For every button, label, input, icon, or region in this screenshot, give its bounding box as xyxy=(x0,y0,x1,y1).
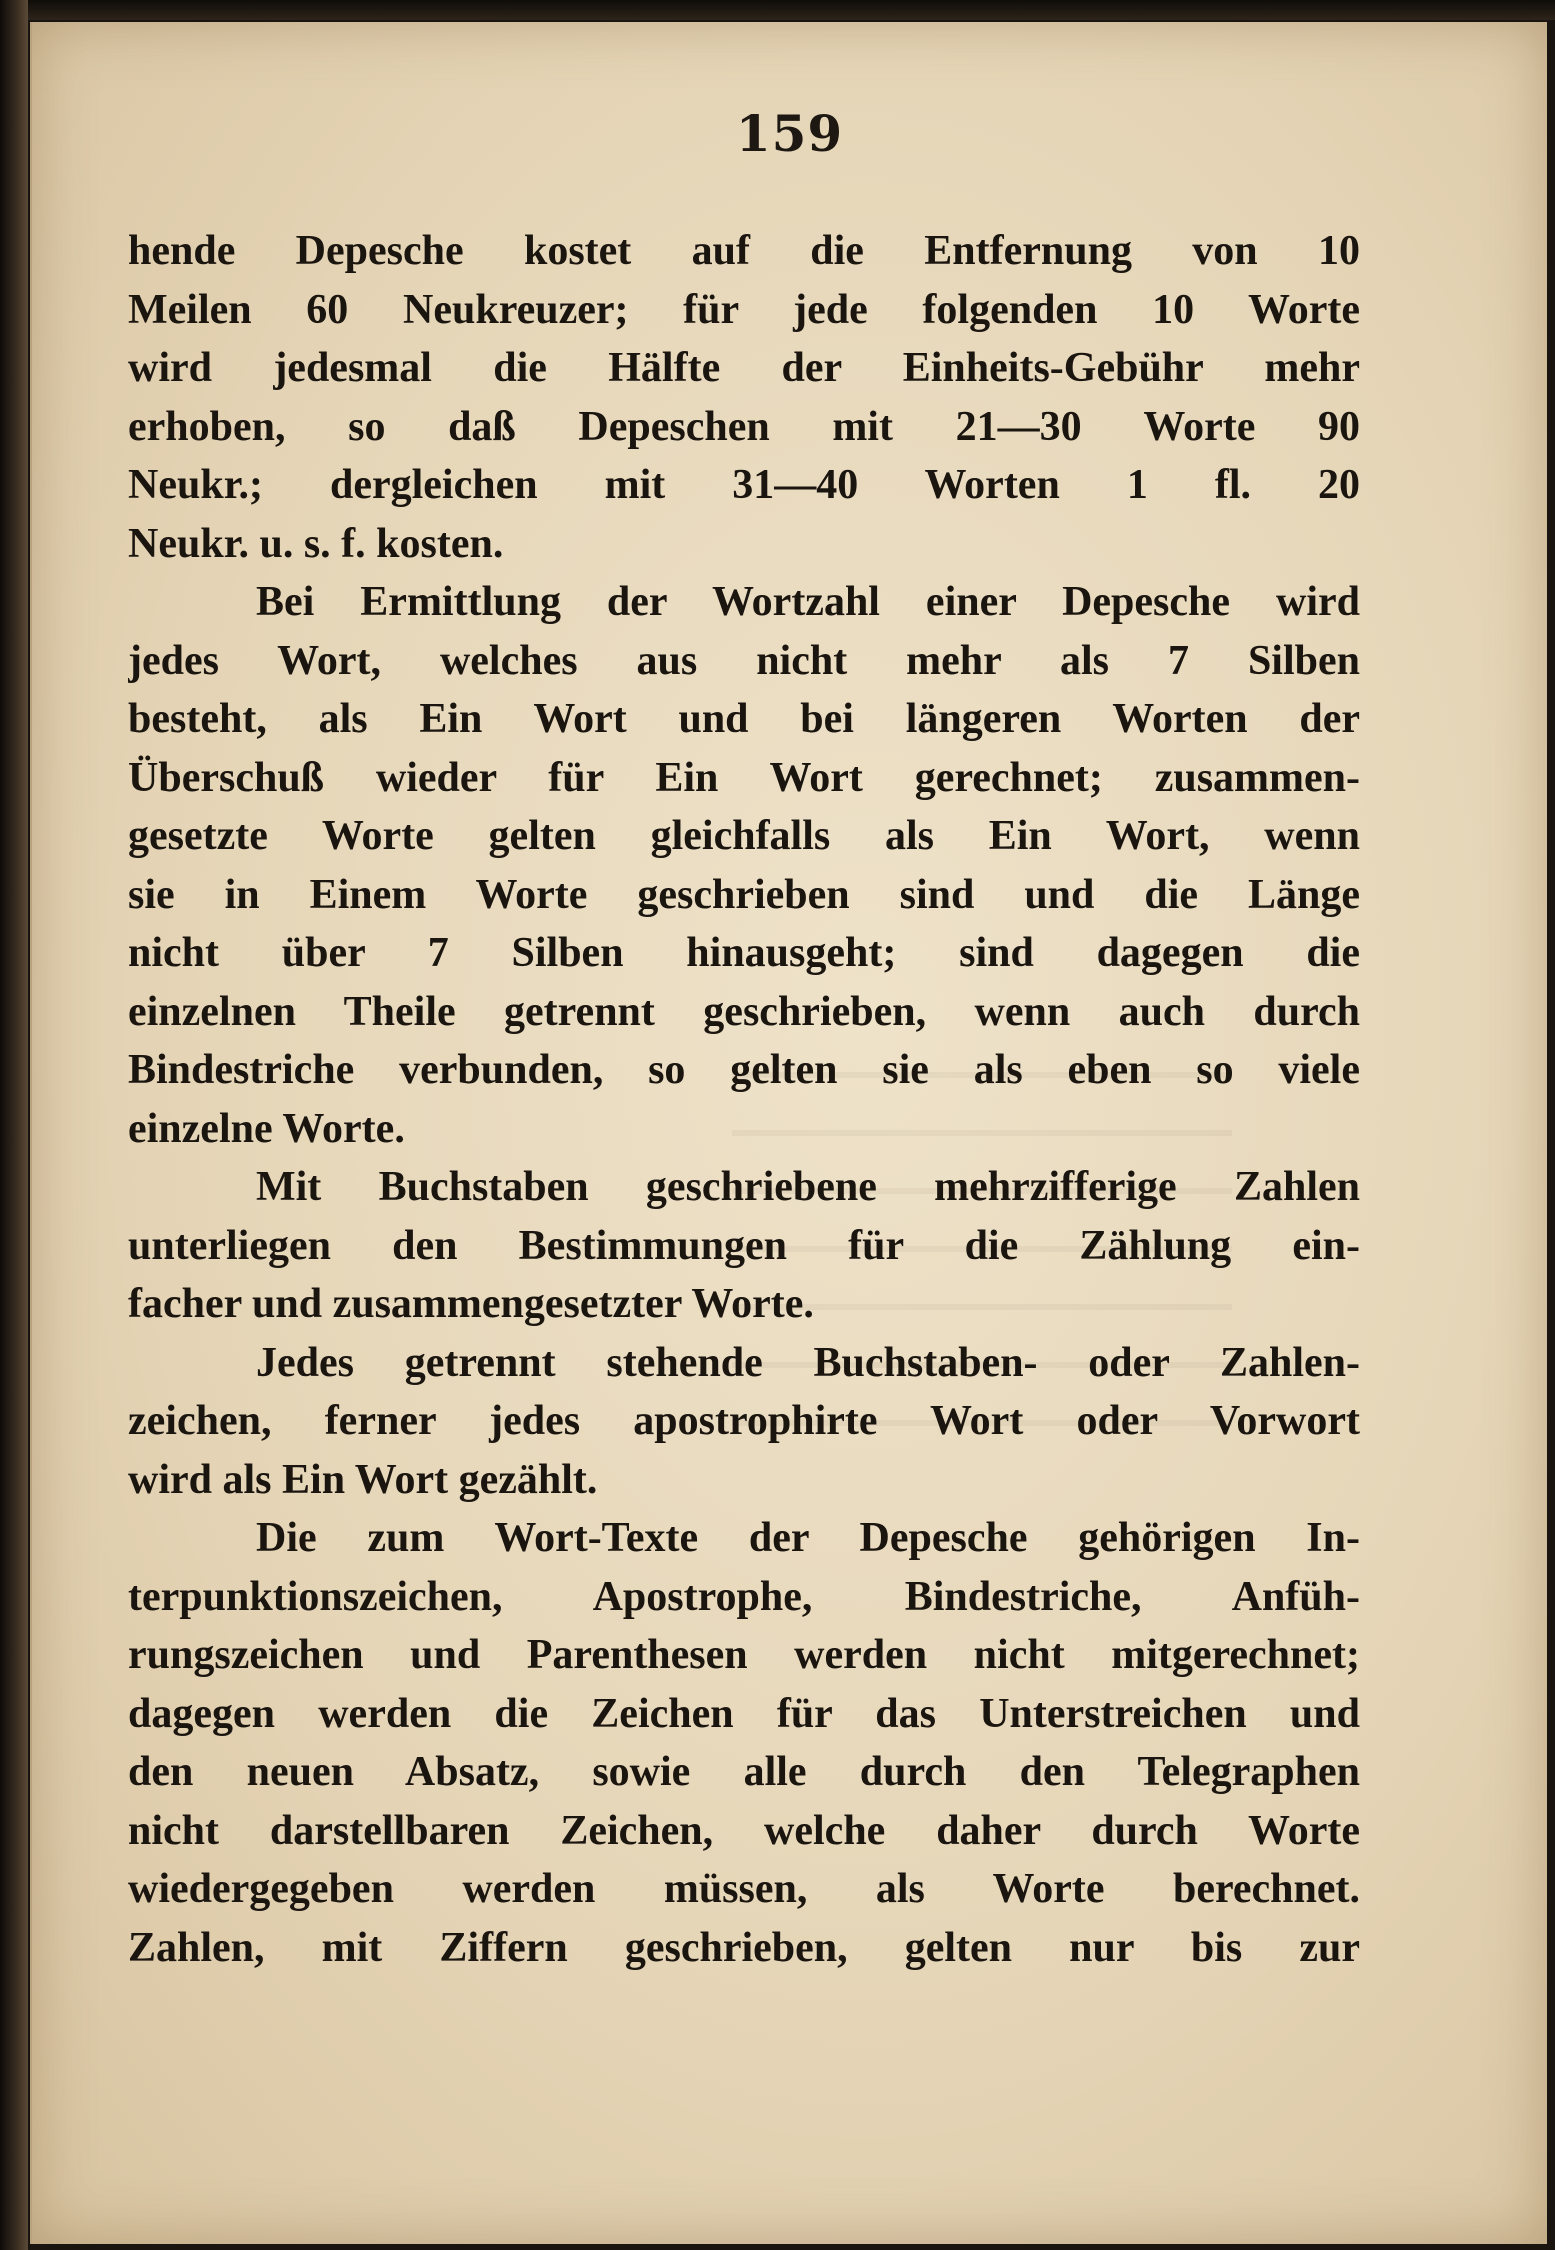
text-line: Bei Ermittlung der Wortzahl einer Depesche wird xyxy=(256,579,1360,625)
text-line: facher und zusammengesetzter Worte. xyxy=(128,1281,814,1327)
text-line: wiedergegeben werden müssen, als Worte berechnet. xyxy=(128,1866,1360,1912)
text-line: unterliegen den Bestimmungen für die Zählung ein- xyxy=(128,1222,1360,1269)
text-line: wird jedesmal die Hälfte der Einheits-Gebühr mehr xyxy=(128,345,1360,391)
text-line: einzelnen Theile getrennt geschrieben, wenn auch durch xyxy=(128,988,1360,1035)
text-line: nicht darstellbaren Zeichen, welche daher durch Worte xyxy=(128,1807,1360,1854)
book-top-edge xyxy=(0,0,1555,20)
book-page xyxy=(30,22,1547,2244)
text-line: Neukr.; dergleichen mit 31—40 Worten 1 fl. 20 xyxy=(128,462,1360,508)
text-line: dagegen werden die Zeichen für das Unterstreichen und xyxy=(128,1690,1360,1737)
text-line: Bindestriche verbunden, so gelten sie als eben so viele xyxy=(128,1047,1360,1093)
text-line: jedes Wort, welches aus nicht mehr als 7 Silben xyxy=(128,637,1360,684)
text-line: einzelne Worte. xyxy=(128,1105,405,1152)
text-line: wird als Ein Wort gezählt. xyxy=(128,1456,598,1503)
text-line: gesetzte Worte gelten gleichfalls als Ein Wort, wenn xyxy=(128,813,1360,859)
text-line: erhoben, so daß Depeschen mit 21—30 Worte 90 xyxy=(128,403,1360,450)
text-line: sie in Einem Worte geschrieben sind und die Länge xyxy=(128,871,1360,918)
text-line: Neukr. u. s. f. kosten. xyxy=(128,520,504,567)
book-spine-edge xyxy=(0,0,28,2250)
text-line: den neuen Absatz, sowie alle durch den Telegraphen xyxy=(128,1749,1360,1795)
text-line: Überschuß wieder für Ein Wort gerechnet; zusammen- xyxy=(128,754,1360,801)
text-line: Zahlen, mit Ziffern geschrieben, gelten nur bis zur xyxy=(128,1924,1360,1971)
text-line: hende Depesche kostet auf die Entfernung von 10 xyxy=(128,228,1360,274)
text-line: Die zum Wort-Texte der Depesche gehörigen In- xyxy=(256,1515,1360,1561)
text-line: rungszeichen und Parenthesen werden nicht mitgerechnet; xyxy=(128,1632,1360,1678)
text-line: zeichen, ferner jedes apostrophirte Wort oder Vorwort xyxy=(128,1398,1360,1444)
text-line: Jedes getrennt stehende Buchstaben- oder Zahlen- xyxy=(256,1339,1360,1386)
text-line: Mit Buchstaben geschriebene mehrzifferige Zahlen xyxy=(256,1164,1360,1210)
body-text xyxy=(128,222,1360,1977)
text-line: Meilen 60 Neukreuzer; für jede folgenden 10 Worte xyxy=(128,286,1360,333)
text-line: nicht über 7 Silben hinausgeht; sind dagegen die xyxy=(128,930,1360,976)
page-number: 159 xyxy=(735,104,844,163)
text-line: terpunktionszeichen, Apostrophe, Bindestriche, Anfüh- xyxy=(128,1573,1360,1620)
text-line: besteht, als Ein Wort und bei längeren Worten der xyxy=(128,696,1360,742)
